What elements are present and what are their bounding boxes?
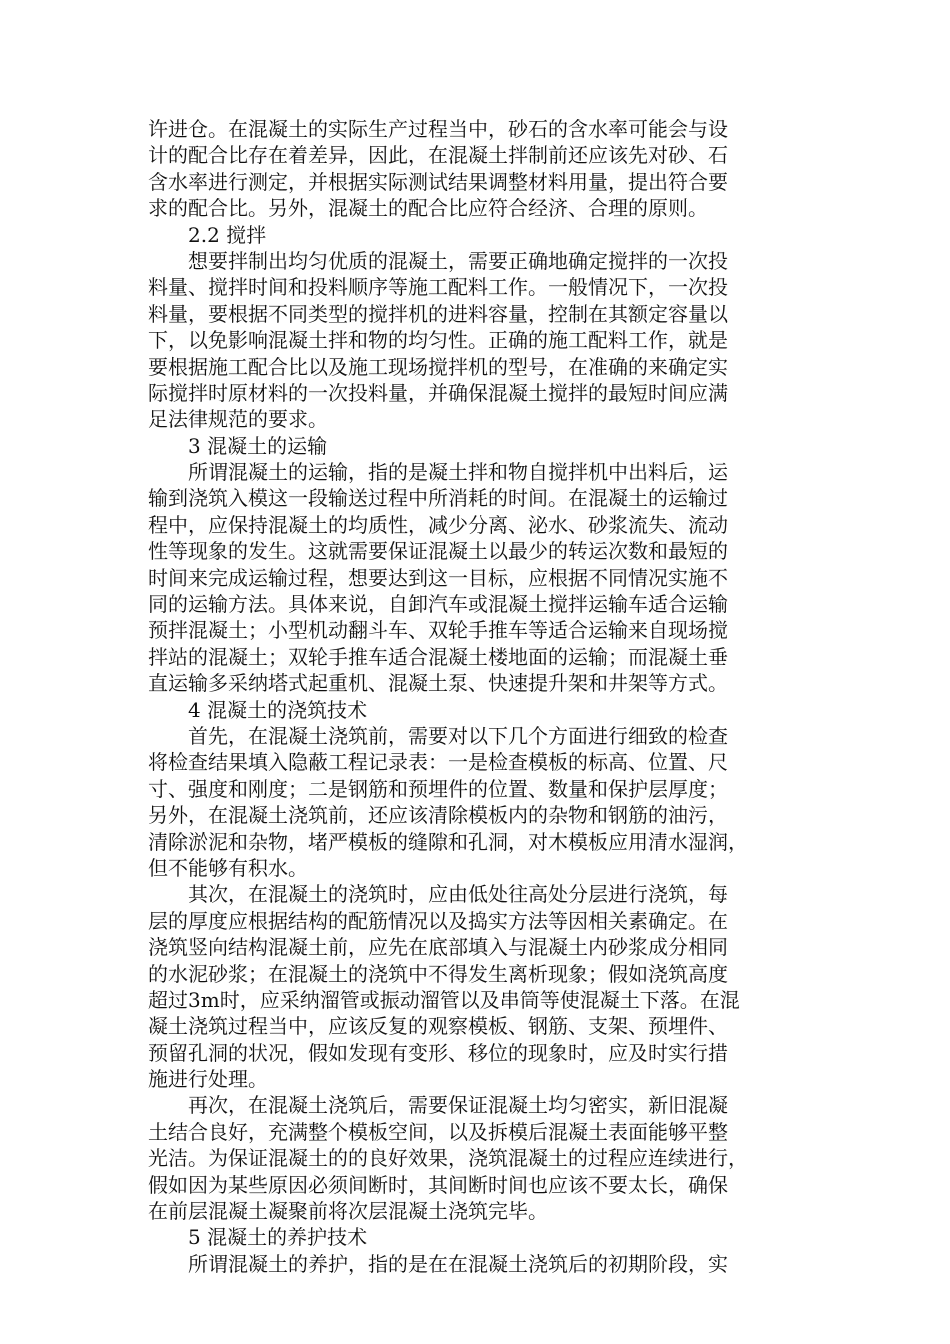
document-page (148, 116, 808, 1277)
text-line: 足法律规范的要求。 (148, 407, 328, 432)
text-line: 寸、强度和刚度；二是钢筋和预埋件的位置、数量和保护层厚度； (148, 776, 728, 801)
text-line: 直运输多采纳塔式起重机、混凝土泵、快速提升架和井架等方式。 (148, 671, 728, 696)
text-line: 再次，在混凝土浇筑后，需要保证混凝土均匀密实，新旧混凝 (188, 1093, 728, 1118)
text-line: 施进行处理。 (148, 1067, 268, 1092)
text-line: 计的配合比存在着差异，因此，在混凝土拌制前还应该先对砂、石 (148, 143, 728, 168)
text-line: 所谓混凝土的运输，指的是凝土拌和物自搅拌机中出料后，运 (188, 460, 728, 485)
text-line: 所谓混凝土的养护，指的是在在混凝土浇筑后的初期阶段，实 (188, 1251, 728, 1276)
text-line: 预留孔洞的状况，假如发现有变形、移位的现象时，应及时实行措 (148, 1040, 728, 1065)
text-line: 假如因为某些原因必须间断时，其间断时间也应该不要太长，确保 (148, 1172, 728, 1197)
text-line: 际搅拌时原材料的一次投料量，并确保混凝土搅拌的最短时间应满 (148, 380, 728, 405)
text-line: 在前层混凝土凝聚前将次层混凝土浇筑完毕。 (148, 1199, 548, 1224)
text-line: 超过3m时，应采纳溜管或振动溜管以及串筒等使混凝土下落。在混 (148, 987, 740, 1012)
text-line: 首先，在混凝土浇筑前，需要对以下几个方面进行细致的检查 (188, 723, 728, 748)
text-line: 拌站的混凝土；双轮手推车适合混凝土楼地面的运输；而混凝土垂 (148, 644, 728, 669)
text-line: 的水泥砂浆；在混凝土的浇筑中不得发生离析现象；假如浇筑高度 (148, 961, 728, 986)
text-line: 要根据施工配合比以及施工现场搅拌机的型号，在准确的来确定实 (148, 354, 728, 379)
text-line: 将检查结果填入隐蔽工程记录表：一是检查模板的标高、位置、尺 (148, 750, 728, 775)
text-line: 想要拌制出均匀优质的混凝土，需要正确地确定搅拌的一次投 (188, 248, 728, 273)
text-line: 其次，在混凝土的浇筑时，应由低处往高处分层进行浇筑，每 (188, 882, 728, 907)
text-line: 许进仓。在混凝土的实际生产过程当中，砂石的含水率可能会与设 (148, 117, 728, 141)
text-line: 2.2 搅拌 (188, 222, 267, 247)
text-line: 但不能够有积水。 (148, 855, 308, 880)
text-line: 浇筑竖向结构混凝土前，应先在底部填入与混凝土内砂浆成分相同 (148, 935, 728, 960)
text-line: 含水率进行测定，并根据实际测试结果调整材料用量，提出符合要 (148, 169, 728, 194)
text-line: 清除淤泥和杂物，堵严模板的缝隙和孔洞，对木模板应用清水湿润， (148, 829, 748, 854)
text-line: 同的运输方法。具体来说，自卸汽车或混凝土搅拌运输车适合运输 (148, 592, 728, 617)
text-line: 另外，在混凝土浇筑前，还应该清除模板内的杂物和钢筋的油污， (148, 803, 728, 828)
text-line: 下，以免影响混凝土拌和物的均匀性。正确的施工配料工作，就是 (148, 328, 728, 353)
text-line: 输到浇筑入模这一段输送过程中所消耗的时间。在混凝土的运输过 (148, 486, 728, 511)
text-line: 层的厚度应根据结构的配筋情况以及捣实方法等因相关素确定。在 (148, 908, 728, 933)
text-line: 预拌混凝土；小型机动翻斗车、双轮手推车等适合运输来自现场搅 (148, 618, 728, 643)
text-line: 时间来完成运输过程，想要达到这一目标，应根据不同情况实施不 (148, 565, 728, 590)
text-line: 4 混凝土的浇筑技术 (188, 697, 368, 722)
text-line: 土结合良好，充满整个模板空间，以及拆模后混凝土表面能够平整 (148, 1119, 728, 1144)
text-line: 料量，要根据不同类型的搅拌机的进料容量，控制在其额定容量以 (148, 301, 728, 326)
text-line: 程中，应保持混凝土的均质性，减少分离、泌水、砂浆流失、流动 (148, 512, 728, 537)
text-line: 求的配合比。另外，混凝土的配合比应符合经济、合理的原则。 (148, 196, 708, 221)
text-line: 料量、搅拌时间和投料顺序等施工配料工作。一般情况下，一次投 (148, 275, 728, 300)
text-line: 性等现象的发生。这就需要保证混凝土以最少的转运次数和最短的 (148, 539, 728, 564)
text-line: 凝土浇筑过程当中，应该反复的观察模板、钢筋、支架、预埋件、 (148, 1014, 728, 1039)
text-line: 3 混凝土的运输 (188, 433, 328, 458)
text-line: 光洁。为保证混凝土的的良好效果，浇筑混凝土的过程应连续进行， (148, 1146, 748, 1171)
text-line: 5 混凝土的养护技术 (188, 1225, 368, 1250)
